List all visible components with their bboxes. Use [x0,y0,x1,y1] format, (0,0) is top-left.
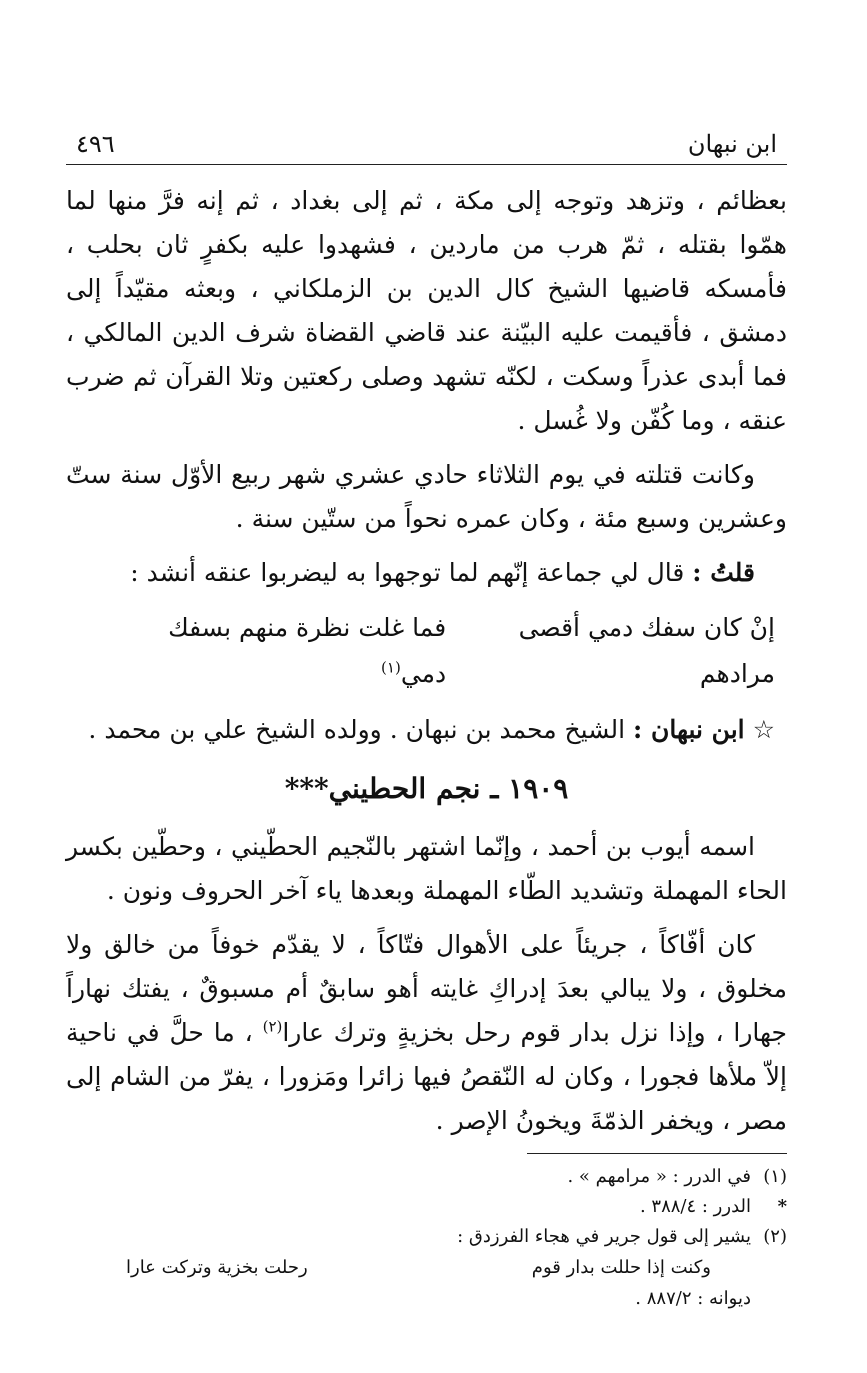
header-title: ابن نبهان [687,130,777,158]
footnote-verse-first: وكنت إذا حللت بدار قوم [531,1257,711,1278]
footnote-2-text: يشير إلى قول جرير في هجاء الفرزدق : [457,1226,751,1247]
footnote-1-mark: (١) [763,1166,787,1187]
footnotes [66,1162,787,1314]
footnote-divider [527,1153,787,1154]
footnote-ref-2[interactable]: (٢) [262,1017,283,1036]
paragraph-3: اسمه أيوب بن أحمد ، وإنّما اشتهر بالنّجيم الحطّيني ، وحطّين بكسر الحاء المهملة وتشديد الطّاء المهملة وبعدها ياء آخر الحروف ونون . [66,832,787,905]
paragraph-4-after: ، ما حلَّ في ناحية إلاّ ملأها فجورا ، وكان له النّقصُ فيها زائرا ومَزورا ، يفرّ من الشام إلى مصر ، ويخفر الذمّةَ ويخونُ الإصر . [66,1018,787,1135]
page-number: ٤٩٦ [76,130,115,158]
paragraph-4-before: كان أفّاكاً ، جريئاً على الأهوال فتّاكاً ، لا يقدّم خوفاً من خالق ولا مخلوق ، ولا يبالي بعدَ إدراكِ غايته أهو سابقٌ أم مسبوقٌ ، يفتك نهاراً جهارا ، وإذا نزل بدار قوم رحل بخزيةٍ وترك عارا [66,930,787,1047]
verse-first-hemistich: إنْ كان سفك دمي أقصى مرادهم [518,613,775,688]
bio-label: ابن نبهان : [633,715,745,744]
paragraph-1: بعظائم ، وتزهد وتوجه إلى مكة ، ثم إلى بغداد ، ثم إنه فرَّ منها لما همّوا بقتله ، ثمّ هرب من ماردين ، فشهدوا عليه بكفرٍ ثان بحلب ، فأمسكه قاضيها الشيخ كال الدين بن الزملكاني ، وبعثه مقيّداً إلى دمشق ، فأقيمت عليه البيّنة عند قاضي القضاة شرف الدين المالكي ، فما أبدى عذراً وسكت ، لكنّه تشهد وصلى ركعتين وتلا القرآن ثم ضرب عنقه ، وما كُفّن ولا غُسل . [66,186,787,435]
paragraph-4 [66,923,787,1143]
qult-text: قال لي جماعة إنّهم لما توجهوا به ليضربوا عنقه أنشد : [130,558,685,587]
footnote-diwan: ديوانه : ٨٨٧/٢ . [635,1288,751,1309]
bio-entry [66,707,787,753]
qult-paragraph [66,551,787,595]
footnote-ref-1[interactable]: (١) [381,658,401,677]
entry-title: ١٩٠٩ ـ نجم الحطيني*** [284,772,569,805]
bio-text: الشيخ محمد بن نبهان . وولده الشيخ علي بن محمد . [88,715,626,744]
verse-second-text: فما غلت نظرة منهم بسفك دمي [168,613,447,688]
entry-text [66,825,787,1143]
footnote-1-text: في الدرر : « مرامهم » . [567,1166,751,1187]
footnote-star [66,1192,787,1222]
running-header [66,124,787,165]
footnote-2 [66,1222,787,1252]
qult-label: قلتُ : [692,558,755,587]
paragraph-2: وكانت قتلته في يوم الثلاثاء حادي عشري شهر ربيع الأوّل سنة ستّ وعشرين وسبع مئة ، وكان عمره نحواً من ستّين سنة . [66,460,787,533]
footnote-verse-second: رحلت بخزية وتركت عارا [126,1257,308,1278]
footnote-verse [66,1252,787,1284]
verse-second-hemistich [106,605,446,697]
footnote-1 [66,1162,787,1192]
poem-verse [66,605,787,697]
star-icon: ☆ [752,715,775,744]
main-text [66,179,787,595]
footnote-2-mark: (٢) [763,1226,787,1247]
footnote-star-text: الدرر : ٣٨٨/٤ . [639,1196,751,1217]
footnote-star-mark: * [777,1196,787,1217]
